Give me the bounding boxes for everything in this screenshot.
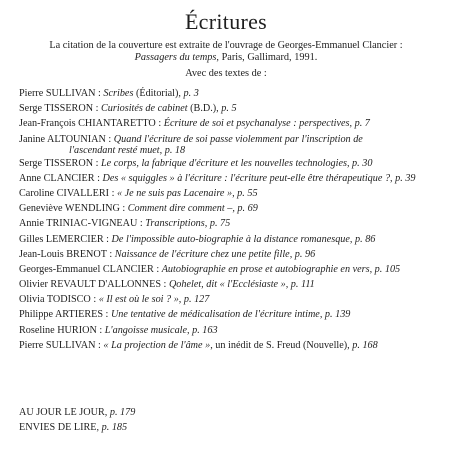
toc-author: Caroline CIVALLERI : [19, 187, 117, 199]
toc-work-title: Qohelet, dit « l'Ecclésiaste » [168, 279, 286, 291]
toc-entry [19, 277, 447, 292]
rubric-entry [19, 405, 135, 420]
toc-page-ref: , p. 3 [178, 88, 199, 99]
toc-work-title: Curiosités de cabinet [100, 103, 188, 115]
toc-author: Pierre SULLIVAN : [19, 88, 104, 99]
contributors-heading: Avec des textes de : [185, 68, 267, 79]
toc-entry [19, 171, 447, 186]
toc-page-ref: , p. 139 [319, 309, 351, 321]
toc-author: Roseline HURION : [19, 324, 105, 336]
cited-book-title: Passagers du temps [134, 51, 217, 63]
toc-entry [19, 156, 447, 171]
toc-entry [19, 132, 447, 156]
toc-work-title: Naissance de l'écriture chez une petite fille [114, 248, 290, 260]
toc-entry [19, 307, 447, 322]
toc-page-ref: , p. 30 [346, 157, 373, 169]
toc-page-ref: , p. 86 [349, 233, 376, 245]
rubric-label: AU JOUR LE JOUR [19, 407, 105, 418]
cited-book-publisher: , Paris, Gallimard, 1991. [216, 51, 318, 63]
toc-author: Pierre SULLIVAN : [19, 339, 104, 351]
page-title: Écritures [184, 9, 268, 34]
rubrics-list [19, 405, 135, 435]
toc-page-ref: , p. 69 [232, 203, 258, 215]
toc-author: Philippe ARTIERES : [19, 309, 111, 321]
toc-entry [19, 86, 447, 101]
toc-page-ref: , p. 5 [216, 103, 237, 115]
toc-entry [19, 116, 447, 131]
toc-work-note: (B.D.) [187, 103, 217, 115]
toc-author: Serge TISSERON : [19, 157, 101, 169]
toc-work-title: Comment dire comment – [127, 203, 233, 215]
toc-entry [19, 201, 447, 216]
toc-author: Janine ALTOUNIAN : [19, 133, 114, 145]
table-of-contents [19, 86, 447, 353]
rubric-entry [19, 420, 135, 435]
cover-citation-line-1: La citation de la couverture est extraite de l'ouvrage de Georges-Emmanuel Clancier : [49, 40, 403, 51]
toc-work-title-line-2: l'ascendant resté muet [69, 144, 160, 156]
toc-page-ref: , p. 7 [349, 118, 370, 130]
rubric-label: ENVIES DE LIRE [19, 422, 97, 433]
toc-work-title: Des « squiggles » à l'écriture : l'écriture peut-elle être thérapeutique ? [102, 172, 391, 184]
toc-work-title: « La projection de l'âme » [103, 339, 211, 351]
toc-work-title: « Il est où le soi ? » [98, 294, 179, 306]
toc-work-title: Une tentative de médicalisation de l'écriture intime [110, 309, 320, 321]
toc-page-ref: , p. 127 [178, 294, 210, 306]
toc-entry [19, 216, 447, 231]
toc-author: Serge TISSERON : [19, 103, 101, 115]
toc-author: Jean-Louis BRENOT : [19, 248, 115, 260]
toc-entry [19, 292, 447, 307]
toc-author: Jean-François CHIANTARETTO : [19, 118, 164, 130]
toc-work-title: Quand l'écriture de soi passe violemment par l'inscription de [113, 133, 363, 145]
toc-page-ref: , p. 168 [347, 339, 378, 351]
toc-work-note: (Éditorial) [133, 88, 179, 99]
toc-work-title: L'angoisse musicale [104, 324, 188, 336]
toc-work-title: « Je ne suis pas Lacenaire » [117, 187, 233, 199]
toc-author: Georges-Emmanuel CLANCIER : [19, 263, 162, 275]
toc-author: Gilles LEMERCIER : [19, 233, 112, 245]
toc-work-title: Écriture de soi et psychanalyse : perspectives [163, 118, 350, 130]
toc-entry [19, 186, 447, 201]
toc-work-note: , un inédit de S. Freud (Nouvelle) [210, 339, 348, 351]
toc-author: Anne CLANCIER : [19, 172, 103, 184]
toc-entry [19, 101, 447, 116]
toc-entry [19, 323, 447, 338]
toc-entry [19, 247, 447, 262]
toc-entry [19, 262, 447, 277]
toc-work-title: Autobiographie en prose et autobiographie en vers [161, 263, 370, 275]
toc-work-title: Transcriptions [145, 218, 205, 230]
toc-entry [19, 232, 447, 247]
toc-page-ref: , p. 96 [289, 248, 316, 260]
cover-citation-line-2 [0, 52, 452, 64]
toc-work-title: De l'impossible auto-biographie à la distance romanesque [111, 233, 350, 245]
toc-page-ref: , p. 163 [187, 324, 218, 336]
toc-author: Olivier REVAULT D'ALLONNES : [19, 279, 169, 291]
toc-author: Annie TRINIAC-VIGNEAU : [19, 218, 146, 230]
rubric-page-ref: , p. 179 [104, 407, 136, 418]
toc-page-ref: , p. 75 [204, 218, 231, 230]
toc-page-ref: , p. 111 [285, 279, 315, 291]
rubric-page-ref: , p. 185 [96, 422, 128, 433]
toc-page-ref: , p. 55 [232, 187, 258, 199]
toc-author: Geneviève WENDLING : [19, 203, 128, 215]
toc-work-title-continued [19, 145, 447, 156]
toc-page-ref: , p. 105 [369, 263, 401, 275]
toc-author: Olivia TODISCO : [19, 294, 99, 306]
toc-entry [19, 338, 447, 353]
toc-page-ref: , p. 39 [390, 172, 416, 184]
toc-work-title: Scribes [103, 88, 134, 99]
cover-citation-note [0, 40, 452, 63]
toc-work-title: Le corps, la fabrique d'écriture et les nouvelles technologies [100, 157, 347, 169]
toc-page-ref: , p. 18 [159, 144, 186, 156]
